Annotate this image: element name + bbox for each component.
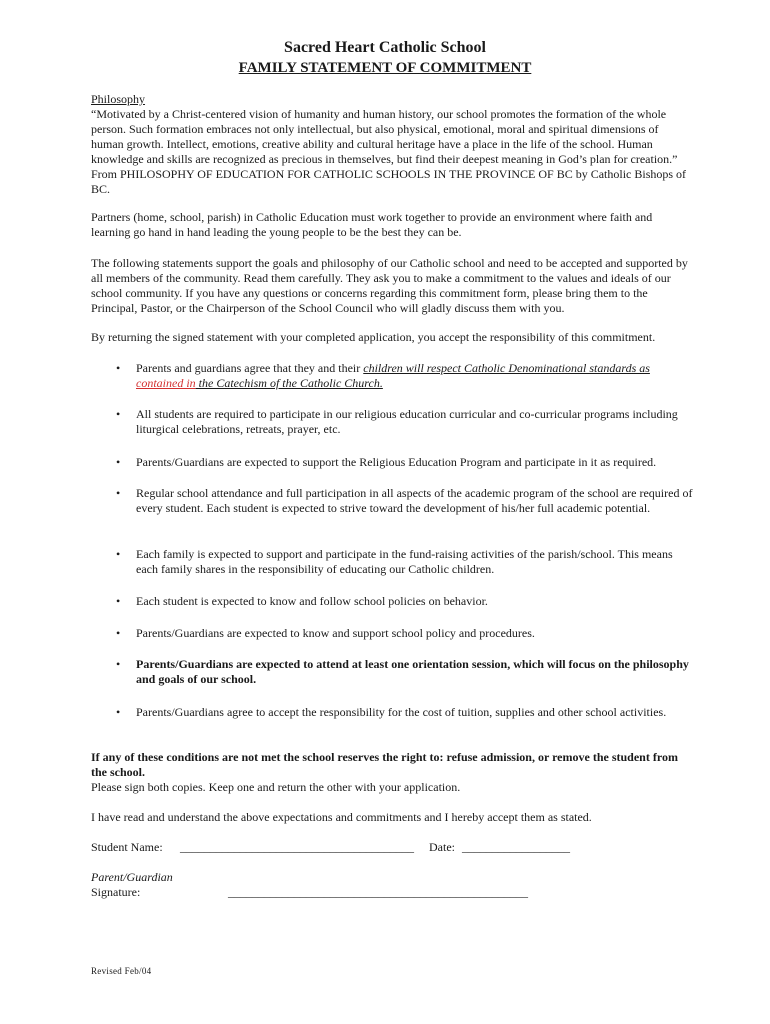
bullet-1-red-text: contained in bbox=[136, 376, 196, 390]
returning-paragraph: By returning the signed statement with your completed application, you accept the responsibility of this commitment. bbox=[91, 330, 656, 344]
date-field[interactable]: __________________ bbox=[462, 840, 570, 854]
bullet-marker: • bbox=[116, 705, 121, 719]
bullet-marker: • bbox=[116, 486, 121, 500]
bullet-marker: • bbox=[116, 657, 121, 671]
list-item bbox=[136, 361, 696, 391]
bullet-1-text: Parents and guardians agree that they and their bbox=[136, 361, 364, 375]
student-name-label: Student Name: bbox=[91, 840, 163, 854]
school-name: Sacred Heart Catholic School bbox=[284, 39, 486, 56]
revision-note: Revised Feb/04 bbox=[91, 966, 152, 976]
date-label: Date: bbox=[429, 840, 455, 854]
bullet-marker: • bbox=[116, 361, 121, 375]
list-item: Regular school attendance and full participation in all aspects of the academic program of the school are required of every student. Each student is expected to strive toward the development of his/her full academic potential. bbox=[136, 486, 693, 515]
sign-copies-note: Please sign both copies. Keep one and return the other with your application. bbox=[91, 780, 461, 794]
title-block bbox=[0, 38, 770, 78]
conditions-warning: If any of these conditions are not met the school reserves the right to: refuse admission, or remove the student from the school. bbox=[91, 750, 678, 779]
statements-intro-paragraph: The following statements support the goals and philosophy of our Catholic school and need to be accepted and supported by all members of the community. Read them carefully. They ask you to make a commitment to the values and ideals of our school community. If you have any questions or concerns regarding this commitment form, please bring them to the Principal, Pastor, or the Chairperson of the School Council who will gladly discuss them with you. bbox=[91, 256, 688, 315]
signature-field[interactable]: __________________________________________________ bbox=[228, 885, 528, 899]
student-name-field[interactable]: _______________________________________ bbox=[180, 840, 414, 854]
bullet-1-emphasis: children will respect Catholic Denominational standards as bbox=[363, 361, 650, 375]
list-item: Each student is expected to know and follow school policies on behavior. bbox=[136, 594, 488, 608]
bullet-marker: • bbox=[116, 407, 121, 421]
list-item: All students are required to participate in our religious education curricular and co-curricular programs including liturgical celebrations, retreats, prayer, etc. bbox=[136, 407, 678, 436]
bullet-marker: • bbox=[116, 594, 121, 608]
list-item: Parents/Guardians are expected to know and support school policy and procedures. bbox=[136, 626, 535, 640]
partners-paragraph: Partners (home, school, parish) in Catholic Education must work together to provide an environment where faith and learning go hand in hand leading the young people to be the best they can be. bbox=[91, 210, 653, 239]
list-item: Parents/Guardians agree to accept the responsibility for the cost of tuition, supplies and other school activities. bbox=[136, 705, 667, 719]
form-title: FAMILY STATEMENT OF COMMITMENT bbox=[238, 60, 532, 76]
bullet-1-catechism: the Catechism of the Catholic Church. bbox=[195, 376, 383, 390]
list-item: Parents/Guardians are expected to attend at least one orientation session, which will focus on the philosophy and goals of our school. bbox=[136, 657, 689, 686]
conditions-section bbox=[91, 750, 691, 795]
signature-label: Signature: bbox=[91, 885, 141, 899]
list-item: Parents/Guardians are expected to support the Religious Education Program and participate in it as required. bbox=[136, 455, 657, 469]
acceptance-statement: I have read and understand the above expectations and commitments and I hereby accept them as stated. bbox=[91, 810, 592, 824]
parent-guardian-label: Parent/Guardian bbox=[91, 870, 173, 884]
philosophy-section bbox=[91, 92, 691, 197]
bullet-marker: • bbox=[116, 547, 121, 561]
bullet-marker: • bbox=[116, 626, 121, 640]
philosophy-heading: Philosophy bbox=[91, 92, 146, 106]
list-item: Each family is expected to support and participate in the fund-raising activities of the parish/school. This means each family shares in the responsibility of educating our Catholic children. bbox=[136, 547, 673, 576]
bullet-marker: • bbox=[116, 455, 121, 469]
philosophy-quote: “Motivated by a Christ-centered vision of humanity and human history, our school promotes the formation of the whole person. Such formation embraces not only intellectual, but also physical, emotional, moral and spiritual dimensions of human growth. Intellect, emotions, creative ability and cultural heritage have a place in the life of the school. Human knowledge and skills are recognized as precious in themselves, but find their deepest meaning in God’s plan for creation.” From PHILOSOPHY OF EDUCATION FOR CATHOLIC SCHOOLS IN THE PROVINCE OF BC by Catholic Bishops of BC. bbox=[91, 107, 687, 196]
